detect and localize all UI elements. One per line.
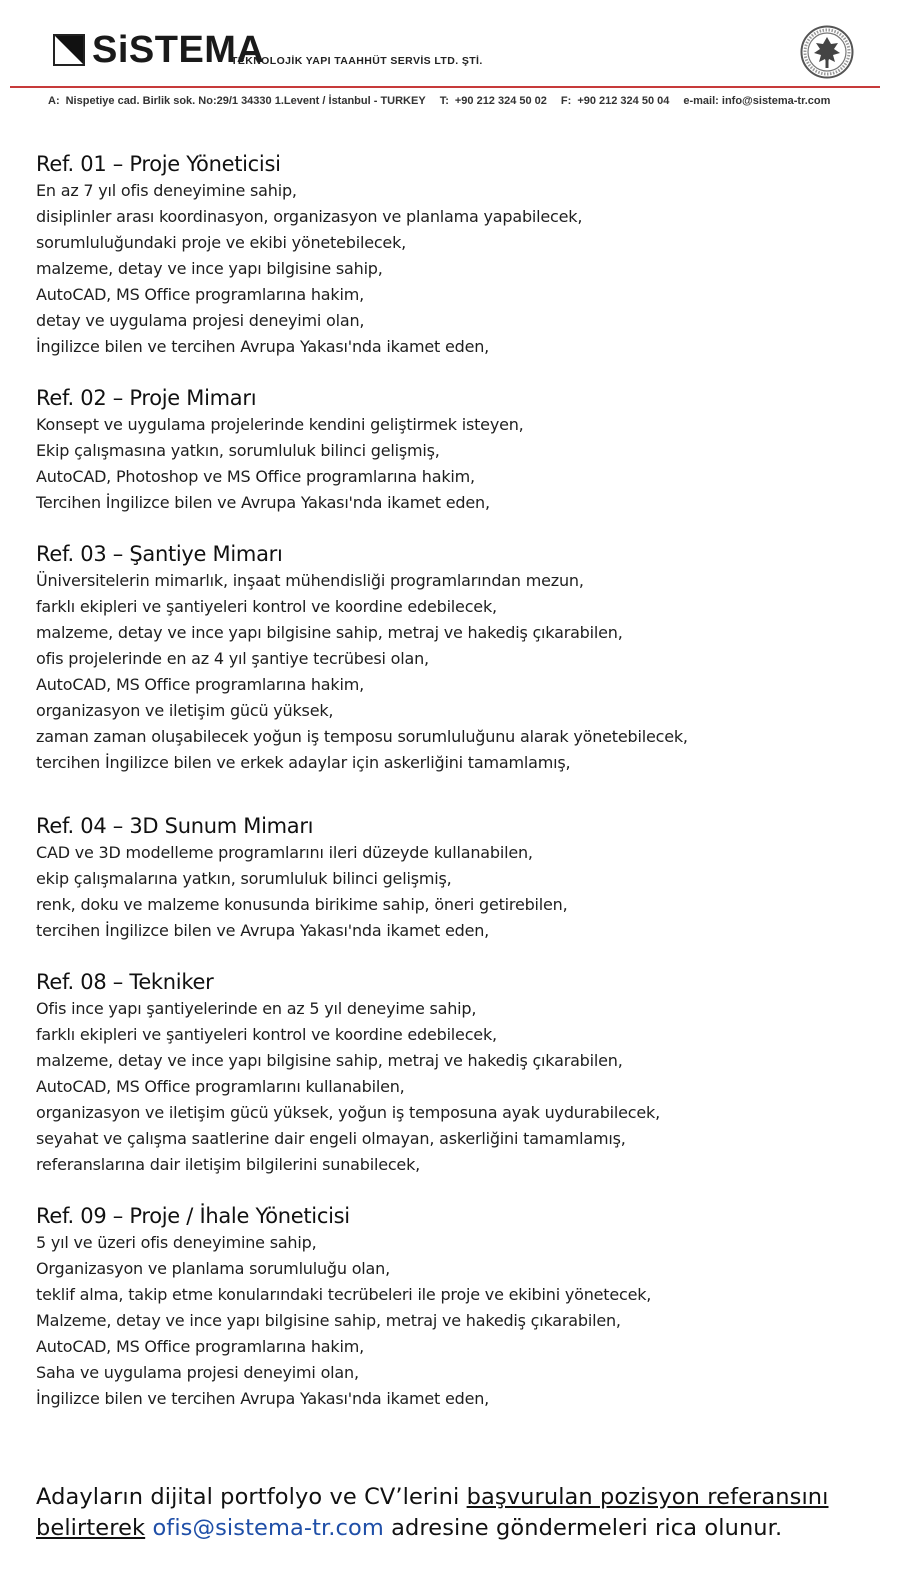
note-text-1: Adayların dijital portfolyo ve CV’lerini — [36, 1484, 467, 1510]
letterhead — [0, 0, 900, 120]
requirement-line: AutoCAD, MS Office programlarını kullanabilen, — [36, 1077, 405, 1096]
job-section — [36, 384, 876, 516]
requirement-line: 5 yıl ve üzeri ofis deneyimine sahip, — [36, 1233, 317, 1252]
requirement-line: farklı ekipleri ve şantiyeleri kontrol ve koordine edebilecek, — [36, 1025, 497, 1044]
email-text: e-mail: info@sistema-tr.com — [683, 95, 831, 107]
requirement-line: organizasyon ve iletişim gücü yüksek, yoğun iş temposuna ayak uydurabilecek, — [36, 1103, 660, 1122]
header-divider — [10, 86, 880, 88]
note-underlined-2: belirterek — [36, 1515, 146, 1541]
requirement-line: referanslarına dair iletişim bilgilerini sunabilecek, — [36, 1155, 421, 1174]
note-text-2: adresine göndermeleri rica olunur. — [383, 1515, 783, 1541]
requirement-line: En az 7 yıl ofis deneyimine sahip, — [36, 181, 297, 200]
brand-name: SiSTEMA — [92, 29, 265, 71]
requirement-line: Konsept ve uygulama projelerinde kendini geliştirmek isteyen, — [36, 415, 524, 434]
requirement-line: malzeme, detay ve ince yapı bilgisine sahip, metraj ve hakediş çıkarabilen, — [36, 623, 623, 642]
requirement-line: detay ve uygulama projesi deneyimi olan, — [36, 311, 365, 330]
job-section — [36, 968, 876, 1178]
requirement-line: tercihen İngilizce bilen ve Avrupa Yakası'nda ikamet eden, — [36, 921, 490, 940]
section-title: Ref. 04 – 3D Sunum Mimarı — [36, 814, 314, 838]
contact-line — [48, 95, 830, 107]
fax-label: F: — [560, 95, 572, 107]
requirement-line: AutoCAD, MS Office programlarına hakim, — [36, 285, 364, 304]
brand-subtitle: TEKNOLOJİK YAPI TAAHHÜT SERVİS LTD. ŞTİ. — [231, 55, 483, 67]
sistema-logo-icon — [53, 34, 85, 66]
green-building-council-seal-icon — [800, 25, 854, 79]
requirement-line: farklı ekipleri ve şantiyeleri kontrol ve koordine edebilecek, — [36, 597, 497, 616]
requirement-line: AutoCAD, MS Office programlarına hakim, — [36, 675, 364, 694]
requirement-line: AutoCAD, MS Office programlarına hakim, — [36, 1337, 364, 1356]
job-section — [36, 540, 876, 776]
requirement-line: Tercihen İngilizce bilen ve Avrupa Yakası'nda ikamet eden, — [36, 493, 490, 512]
requirement-line: ofis projelerinde en az 4 yıl şantiye tecrübesi olan, — [36, 649, 429, 668]
requirement-line: AutoCAD, Photoshop ve MS Office programlarına hakim, — [36, 467, 475, 486]
note-underlined-1: başvurulan pozisyon referansını — [466, 1484, 829, 1510]
job-section — [36, 150, 876, 360]
requirement-line: malzeme, detay ve ince yapı bilgisine sahip, metraj ve hakediş çıkarabilen, — [36, 1051, 623, 1070]
requirement-line: tercihen İngilizce bilen ve erkek adaylar için askerliğini tamamlamış, — [36, 753, 571, 772]
requirement-line: Ekip çalışmasına yatkın, sorumluluk bilinci gelişmiş, — [36, 441, 440, 460]
requirement-line: disiplinler arası koordinasyon, organizasyon ve planlama yapabilecek, — [36, 207, 583, 226]
requirement-line: malzeme, detay ve ince yapı bilgisine sahip, — [36, 259, 383, 278]
application-note — [36, 1482, 886, 1544]
section-title: Ref. 02 – Proje Mimarı — [36, 386, 257, 410]
tel-label: T: — [439, 95, 449, 107]
email-link[interactable]: ofis@sistema-tr.com — [152, 1515, 384, 1541]
requirement-line: teklif alma, takip etme konularındaki tecrübeleri ile proje ve ekibini yönetecek, — [36, 1285, 652, 1304]
requirement-line: seyahat ve çalışma saatlerine dair engeli olmayan, askerliğini tamamlamış, — [36, 1129, 626, 1148]
requirement-line: renk, doku ve malzeme konusunda birikime sahip, öneri getirebilen, — [36, 895, 568, 914]
requirement-line: Malzeme, detay ve ince yapı bilgisine sahip, metraj ve hakediş çıkarabilen, — [36, 1311, 621, 1330]
tel-text: +90 212 324 50 02 — [454, 95, 547, 107]
requirement-line: sorumluluğundaki proje ve ekibi yönetebilecek, — [36, 233, 407, 252]
requirement-line: İngilizce bilen ve tercihen Avrupa Yakası'nda ikamet eden, — [36, 337, 490, 356]
section-title: Ref. 08 – Tekniker — [36, 970, 214, 994]
requirement-line: Ofis ince yapı şantiyelerinde en az 5 yıl deneyime sahip, — [36, 999, 477, 1018]
requirement-line: zaman zaman oluşabilecek yoğun iş temposu sorumluluğunu alarak yönetebilecek, — [36, 727, 688, 746]
fax-text: +90 212 324 50 04 — [577, 95, 670, 107]
job-section — [36, 812, 876, 944]
requirement-line: Saha ve uygulama projesi deneyimi olan, — [36, 1363, 359, 1382]
job-listings — [36, 150, 876, 1412]
requirement-line: organizasyon ve iletişim gücü yüksek, — [36, 701, 334, 720]
address-label: A: — [48, 95, 60, 107]
job-section — [36, 1202, 876, 1412]
requirement-line: CAD ve 3D modelleme programlarını ileri düzeyde kullanabilen, — [36, 843, 533, 862]
requirement-line: ekip çalışmalarına yatkın, sorumluluk bilinci gelişmiş, — [36, 869, 452, 888]
requirement-line: Organizasyon ve planlama sorumluluğu olan, — [36, 1259, 390, 1278]
section-title: Ref. 03 – Şantiye Mimarı — [36, 542, 283, 566]
section-title: Ref. 09 – Proje / İhale Yöneticisi — [36, 1204, 350, 1228]
requirement-line: Üniversitelerin mimarlık, inşaat mühendisliği programlarından mezun, — [36, 571, 584, 590]
section-title: Ref. 01 – Proje Yöneticisi — [36, 152, 281, 176]
requirement-line: İngilizce bilen ve tercihen Avrupa Yakası'nda ikamet eden, — [36, 1389, 490, 1408]
address-text: Nispetiye cad. Birlik sok. No:29/1 34330 1.Levent / İstanbul - TURKEY — [65, 95, 426, 107]
